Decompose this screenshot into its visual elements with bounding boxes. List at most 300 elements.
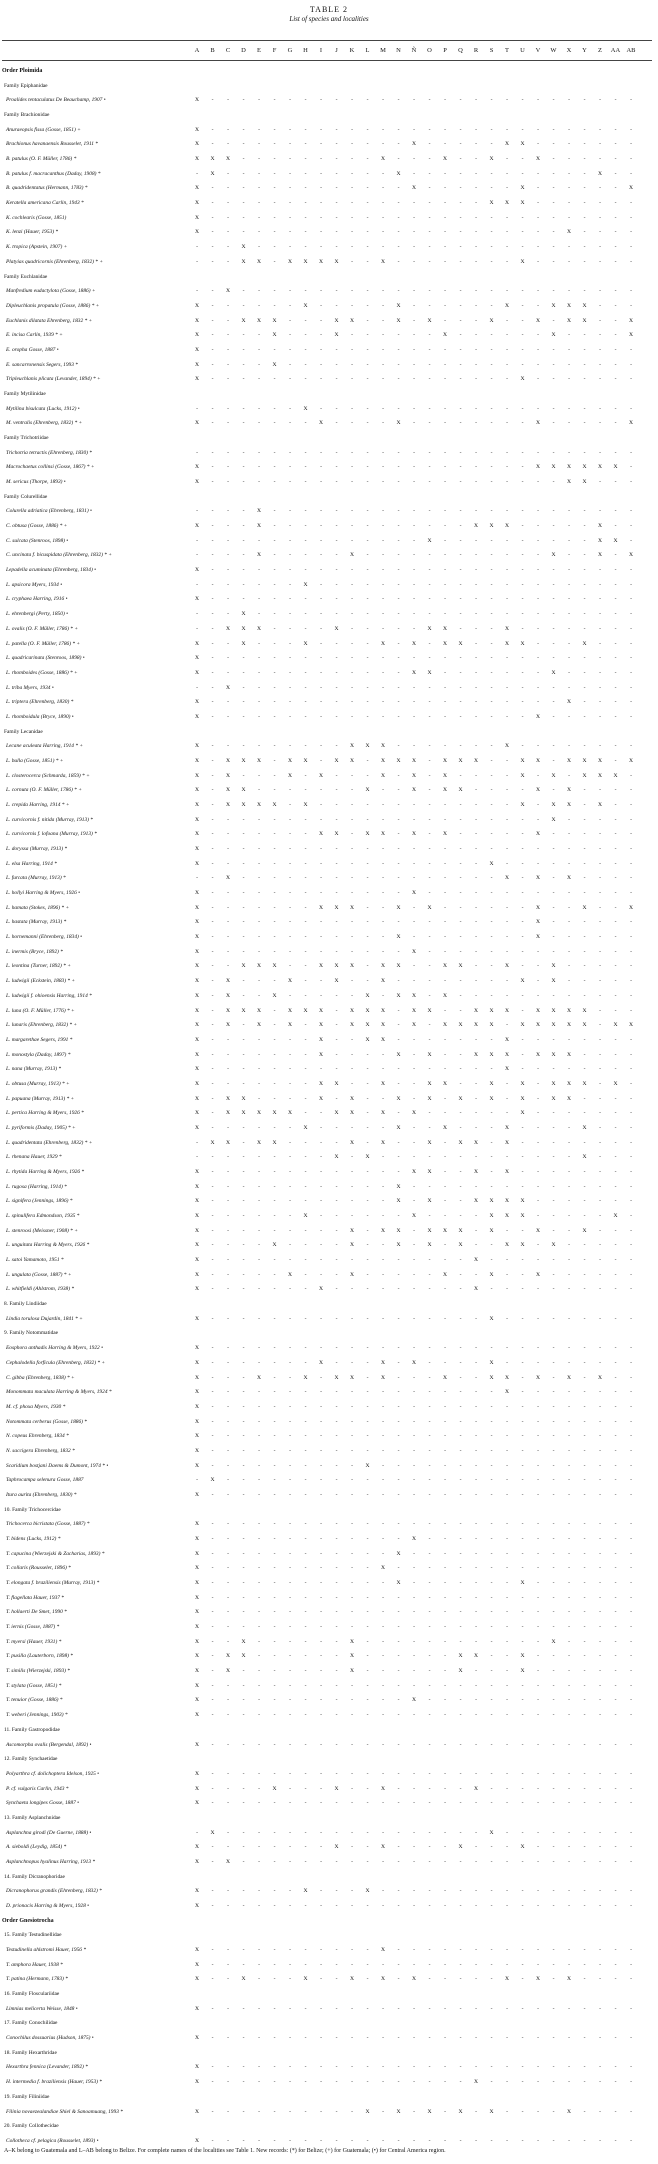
- locality-cell: X: [194, 185, 200, 192]
- locality-cell: -: [583, 126, 586, 133]
- locality-cell: -: [614, 2137, 617, 2144]
- locality-cell: -: [382, 508, 384, 515]
- locality-cell: -: [537, 2108, 539, 2115]
- species-label: L. obtusa (Murray, 1913) * +: [6, 1080, 70, 1087]
- locality-cell: -: [413, 1345, 415, 1352]
- locality-cell: -: [227, 1888, 229, 1895]
- locality-cell: -: [289, 816, 291, 823]
- locality-cell: -: [335, 126, 338, 133]
- locality-cell: -: [366, 1961, 369, 1968]
- locality-cell: -: [583, 978, 586, 985]
- locality-cell: -: [397, 361, 400, 368]
- species-row: [0, 1343, 658, 1354]
- locality-cell: -: [366, 1257, 369, 1264]
- locality-cell: -: [490, 1066, 493, 1073]
- locality-cell: -: [211, 1154, 214, 1161]
- locality-cell: -: [258, 699, 260, 706]
- species-row: [0, 1402, 658, 1413]
- locality-cell: -: [289, 1389, 291, 1396]
- locality-cell: -: [289, 1712, 291, 1719]
- locality-cell: -: [289, 479, 291, 486]
- species-label: Notommata cerberus (Gosse, 1886) *: [6, 1418, 88, 1425]
- locality-cell: -: [382, 1624, 384, 1631]
- locality-cell: X: [489, 1095, 494, 1102]
- locality-cell: -: [614, 1036, 617, 1043]
- locality-cell: -: [273, 1227, 276, 1234]
- locality-cell: -: [459, 1682, 462, 1689]
- locality-cell: -: [521, 552, 524, 559]
- locality-cell: -: [459, 1198, 462, 1205]
- locality-cell: -: [289, 1403, 291, 1410]
- locality-cell: -: [211, 2108, 214, 2115]
- locality-cell: -: [475, 1565, 477, 1572]
- locality-cell: -: [242, 831, 245, 838]
- locality-cell: -: [335, 170, 338, 177]
- locality-cell: X: [194, 757, 200, 764]
- column-header: O: [427, 47, 432, 54]
- locality-cell: -: [599, 1697, 601, 1704]
- locality-cell: -: [459, 611, 462, 618]
- species-row: [0, 1050, 658, 1061]
- locality-cell: X: [272, 317, 277, 324]
- locality-cell: -: [382, 1609, 384, 1616]
- locality-cell: -: [211, 1609, 214, 1616]
- locality-cell: -: [459, 816, 462, 823]
- family-label: 20. Family Collothecidae: [4, 2123, 59, 2130]
- locality-cell: -: [397, 464, 400, 471]
- locality-cell: -: [351, 1800, 353, 1807]
- locality-cell: -: [475, 640, 477, 647]
- locality-cell: -: [397, 346, 400, 353]
- locality-cell: -: [227, 567, 229, 574]
- locality-cell: -: [382, 1286, 384, 1293]
- locality-cell: -: [428, 699, 431, 706]
- locality-cell: -: [583, 288, 586, 295]
- locality-cell: X: [365, 787, 370, 794]
- locality-cell: -: [351, 890, 353, 897]
- locality-cell: -: [599, 1183, 601, 1190]
- locality-cell: -: [630, 846, 632, 853]
- locality-cell: -: [444, 1051, 446, 1058]
- locality-cell: -: [428, 1359, 431, 1366]
- locality-cell: -: [614, 1565, 617, 1572]
- locality-cell: -: [227, 669, 229, 676]
- locality-cell: X: [194, 978, 200, 985]
- locality-cell: -: [227, 1403, 229, 1410]
- locality-cell: -: [521, 596, 524, 603]
- species-label: L. nana (Murray, 1913) *: [6, 1066, 62, 1073]
- family-label: Family Colurellidae: [4, 493, 48, 500]
- locality-cell: -: [428, 963, 431, 970]
- locality-cell: X: [225, 875, 231, 882]
- locality-cell: -: [397, 1829, 400, 1836]
- locality-cell: -: [289, 1139, 291, 1146]
- locality-cell: -: [475, 361, 477, 368]
- locality-cell: -: [568, 1521, 570, 1528]
- locality-cell: -: [630, 126, 632, 133]
- locality-cell: -: [397, 1668, 400, 1675]
- locality-cell: -: [614, 1976, 617, 1983]
- locality-cell: -: [211, 2005, 214, 2012]
- locality-cell: -: [366, 669, 369, 676]
- locality-cell: -: [630, 831, 632, 838]
- locality-cell: -: [382, 1580, 384, 1587]
- locality-cell: -: [211, 1624, 214, 1631]
- locality-cell: -: [568, 1565, 570, 1572]
- locality-cell: -: [459, 831, 462, 838]
- family-row: [0, 1813, 658, 1824]
- locality-cell: -: [444, 1007, 446, 1014]
- locality-cell: -: [366, 772, 369, 779]
- locality-cell: -: [351, 1080, 353, 1087]
- locality-cell: X: [427, 1198, 432, 1205]
- locality-cell: X: [489, 1080, 494, 1087]
- locality-cell: -: [366, 1858, 369, 1865]
- locality-cell: -: [227, 1624, 229, 1631]
- locality-cell: -: [413, 1198, 415, 1205]
- species-row: [0, 1020, 658, 1031]
- locality-cell: -: [289, 611, 291, 618]
- locality-cell: -: [490, 1036, 493, 1043]
- locality-cell: -: [521, 346, 524, 353]
- locality-cell: -: [211, 860, 214, 867]
- locality-cell: -: [335, 787, 338, 794]
- locality-cell: -: [211, 244, 214, 251]
- locality-cell: -: [428, 185, 431, 192]
- species-row: [0, 536, 658, 547]
- locality-cell: -: [428, 1976, 431, 1983]
- locality-cell: -: [413, 288, 415, 295]
- locality-cell: -: [428, 1213, 431, 1220]
- locality-cell: -: [583, 1521, 586, 1528]
- locality-cell: X: [349, 1374, 355, 1381]
- locality-cell: -: [366, 1682, 369, 1689]
- locality-cell: -: [258, 640, 260, 647]
- locality-cell: -: [583, 919, 586, 926]
- locality-cell: -: [351, 919, 353, 926]
- column-header: W: [550, 47, 557, 54]
- locality-cell: -: [289, 332, 291, 339]
- locality-cell: -: [506, 1903, 508, 1909]
- locality-cell: -: [506, 1638, 508, 1645]
- locality-cell: -: [273, 1624, 276, 1631]
- locality-cell: -: [521, 1536, 524, 1542]
- locality-cell: -: [459, 1213, 462, 1220]
- locality-cell: -: [413, 258, 415, 265]
- locality-cell: -: [599, 288, 601, 295]
- locality-cell: -: [289, 1536, 291, 1542]
- locality-cell: -: [583, 669, 586, 676]
- locality-cell: -: [227, 420, 229, 427]
- locality-cell: -: [537, 1036, 539, 1043]
- locality-cell: -: [444, 567, 446, 574]
- family-label: Family Lecanidae: [4, 728, 43, 735]
- locality-cell: -: [490, 1770, 493, 1777]
- locality-cell: -: [537, 1668, 539, 1675]
- locality-cell: -: [537, 1447, 539, 1454]
- locality-cell: -: [366, 288, 369, 295]
- locality-cell: -: [227, 1242, 229, 1249]
- locality-cell: -: [335, 2108, 338, 2115]
- locality-cell: X: [349, 1271, 355, 1278]
- locality-cell: -: [304, 1447, 307, 1454]
- locality-cell: -: [459, 2035, 462, 2042]
- locality-cell: -: [335, 1491, 338, 1498]
- locality-cell: -: [568, 1389, 570, 1396]
- locality-cell: -: [211, 1638, 214, 1645]
- locality-cell: -: [242, 1536, 245, 1542]
- locality-cell: -: [227, 1198, 229, 1205]
- locality-cell: X: [318, 258, 324, 265]
- locality-cell: -: [335, 992, 338, 999]
- locality-cell: -: [289, 2079, 291, 2086]
- locality-cell: -: [351, 1550, 353, 1557]
- locality-cell: -: [258, 1418, 260, 1425]
- locality-cell: -: [320, 1580, 322, 1587]
- locality-cell: -: [211, 1403, 214, 1410]
- locality-cell: -: [537, 302, 539, 309]
- locality-cell: -: [211, 1036, 214, 1043]
- locality-cell: -: [428, 1110, 431, 1117]
- locality-cell: -: [568, 1447, 570, 1454]
- locality-cell: -: [397, 772, 400, 779]
- locality-cell: -: [599, 376, 601, 383]
- locality-cell: -: [583, 1947, 586, 1954]
- locality-cell: -: [583, 1903, 586, 1909]
- locality-cell: -: [320, 537, 322, 544]
- species-row: [0, 1607, 658, 1618]
- locality-cell: -: [335, 890, 338, 897]
- locality-cell: -: [242, 919, 245, 926]
- locality-cell: X: [194, 126, 200, 133]
- locality-cell: -: [475, 934, 477, 941]
- locality-cell: -: [599, 2064, 601, 2071]
- locality-cell: -: [552, 1359, 555, 1366]
- locality-cell: -: [599, 1095, 601, 1102]
- locality-cell: -: [506, 655, 508, 662]
- locality-cell: -: [289, 1080, 291, 1087]
- locality-cell: -: [242, 1433, 245, 1440]
- locality-cell: -: [273, 669, 276, 676]
- locality-cell: X: [318, 1095, 324, 1102]
- locality-cell: -: [304, 1462, 307, 1469]
- locality-cell: -: [506, 244, 508, 251]
- locality-cell: -: [599, 567, 601, 574]
- locality-cell: X: [256, 1110, 262, 1117]
- locality-cell: -: [258, 1183, 260, 1190]
- locality-cell: -: [351, 772, 353, 779]
- locality-cell: X: [365, 1888, 370, 1895]
- locality-cell: -: [490, 2005, 493, 2012]
- locality-cell: -: [552, 1947, 555, 1954]
- locality-cell: -: [304, 713, 307, 720]
- locality-cell: -: [304, 1139, 307, 1146]
- locality-cell: -: [599, 2108, 601, 2115]
- locality-cell: -: [320, 317, 322, 324]
- locality-cell: -: [599, 1653, 601, 1660]
- locality-cell: X: [551, 1051, 556, 1058]
- locality-cell: X: [365, 743, 370, 750]
- locality-cell: -: [258, 141, 260, 148]
- locality-cell: -: [289, 1961, 291, 1968]
- locality-cell: -: [242, 170, 245, 177]
- locality-cell: -: [382, 684, 384, 691]
- locality-cell: -: [444, 1800, 446, 1807]
- locality-cell: -: [273, 1800, 276, 1807]
- locality-cell: -: [242, 2005, 245, 2012]
- locality-cell: X: [272, 332, 277, 339]
- locality-cell: -: [490, 185, 493, 192]
- locality-cell: -: [459, 1433, 462, 1440]
- locality-cell: -: [289, 449, 291, 456]
- locality-cell: -: [227, 1785, 229, 1792]
- locality-cell: -: [537, 1785, 539, 1792]
- locality-cell: X: [272, 992, 277, 999]
- locality-cell: -: [444, 934, 446, 941]
- locality-cell: -: [475, 1594, 477, 1601]
- locality-cell: -: [242, 1903, 245, 1909]
- species-label: T. iernis (Gosse, 1887) *: [6, 1624, 60, 1631]
- locality-cell: -: [506, 757, 508, 764]
- locality-cell: X: [520, 1022, 525, 1029]
- locality-cell: X: [427, 2108, 432, 2115]
- locality-cell: -: [630, 1976, 632, 1983]
- locality-cell: -: [459, 1697, 462, 1704]
- locality-cell: -: [614, 1359, 617, 1366]
- locality-cell: -: [304, 537, 307, 544]
- locality-cell: X: [473, 1198, 479, 1205]
- locality-cell: -: [351, 1858, 353, 1865]
- locality-cell: X: [411, 1536, 417, 1542]
- locality-cell: -: [273, 596, 276, 603]
- species-row: [0, 1152, 658, 1163]
- locality-cell: -: [552, 1169, 555, 1175]
- locality-cell: -: [258, 948, 260, 955]
- locality-cell: -: [490, 757, 493, 764]
- locality-cell: -: [599, 1888, 601, 1895]
- locality-cell: -: [258, 1565, 260, 1572]
- locality-cell: X: [210, 1829, 215, 1836]
- locality-cell: -: [242, 1682, 245, 1689]
- locality-cell: -: [537, 1183, 539, 1190]
- locality-cell: -: [475, 1741, 477, 1748]
- locality-cell: -: [521, 1697, 524, 1704]
- locality-cell: -: [583, 1624, 586, 1631]
- locality-cell: -: [273, 611, 276, 618]
- locality-cell: -: [490, 1183, 493, 1190]
- locality-cell: -: [537, 890, 539, 897]
- locality-cell: -: [521, 2005, 524, 2012]
- locality-cell: -: [335, 611, 338, 618]
- locality-cell: -: [196, 1139, 198, 1146]
- locality-cell: X: [597, 170, 603, 177]
- locality-cell: -: [351, 1712, 353, 1719]
- locality-cell: X: [458, 1844, 463, 1851]
- locality-cell: -: [335, 288, 338, 295]
- locality-cell: -: [521, 1051, 524, 1058]
- locality-cell: -: [506, 1888, 508, 1895]
- locality-cell: -: [444, 1403, 446, 1410]
- locality-cell: X: [334, 978, 339, 985]
- species-row: [0, 316, 658, 327]
- locality-cell: -: [320, 611, 322, 618]
- locality-cell: -: [227, 302, 229, 309]
- locality-cell: -: [428, 405, 431, 412]
- locality-cell: -: [335, 1095, 338, 1102]
- locality-cell: -: [242, 1491, 245, 1498]
- locality-cell: X: [194, 1418, 200, 1425]
- locality-cell: -: [444, 141, 446, 148]
- locality-cell: -: [614, 523, 617, 530]
- locality-cell: -: [289, 787, 291, 794]
- locality-cell: -: [459, 596, 462, 603]
- locality-cell: -: [552, 596, 555, 603]
- species-label: Trichotria tetractis (Ehrenberg, 1830) *: [6, 449, 92, 456]
- species-row: [0, 1446, 658, 1457]
- locality-cell: -: [320, 1638, 322, 1645]
- locality-cell: X: [458, 1653, 463, 1660]
- locality-cell: X: [349, 1976, 355, 1983]
- family-row: [0, 81, 658, 92]
- locality-cell: -: [258, 1198, 260, 1205]
- locality-cell: -: [397, 552, 400, 559]
- locality-cell: -: [459, 141, 462, 148]
- locality-cell: -: [397, 1638, 400, 1645]
- locality-cell: -: [506, 464, 508, 471]
- locality-cell: -: [227, 640, 229, 647]
- locality-cell: -: [211, 1976, 214, 1983]
- locality-cell: -: [211, 1389, 214, 1396]
- locality-cell: X: [194, 1712, 200, 1719]
- species-label: C. obtusa (Gosse, 1886) * +: [6, 523, 68, 530]
- locality-cell: -: [351, 346, 353, 353]
- locality-cell: -: [413, 1609, 415, 1616]
- locality-cell: -: [552, 1477, 555, 1484]
- locality-cell: -: [304, 1359, 307, 1366]
- locality-cell: -: [614, 1829, 617, 1836]
- species-row: [0, 374, 658, 385]
- locality-cell: X: [520, 757, 525, 764]
- locality-cell: -: [614, 258, 617, 265]
- species-label: Ascomorpha ovalis (Bergendal, 1892) •: [6, 1741, 92, 1748]
- locality-cell: X: [272, 1110, 277, 1117]
- locality-cell: -: [382, 346, 384, 353]
- locality-cell: -: [289, 185, 291, 192]
- locality-cell: -: [599, 1536, 601, 1542]
- locality-cell: X: [582, 640, 587, 647]
- locality-cell: -: [552, 1580, 555, 1587]
- locality-cell: -: [428, 1447, 431, 1454]
- locality-cell: -: [366, 317, 369, 324]
- locality-cell: X: [551, 1080, 556, 1087]
- species-row: [0, 976, 658, 987]
- locality-cell: -: [413, 1653, 415, 1660]
- locality-cell: -: [351, 875, 353, 882]
- locality-cell: X: [535, 317, 541, 324]
- locality-cell: X: [504, 1051, 510, 1058]
- locality-cell: -: [568, 743, 570, 750]
- locality-cell: -: [242, 1051, 245, 1058]
- locality-cell: -: [537, 1389, 539, 1396]
- locality-cell: -: [459, 1374, 462, 1381]
- locality-cell: X: [334, 332, 339, 339]
- locality-cell: -: [304, 787, 307, 794]
- locality-cell: -: [413, 1271, 415, 1278]
- locality-cell: -: [444, 978, 446, 985]
- locality-cell: -: [211, 1521, 214, 1528]
- locality-cell: -: [490, 1139, 493, 1146]
- locality-cell: -: [506, 1947, 508, 1954]
